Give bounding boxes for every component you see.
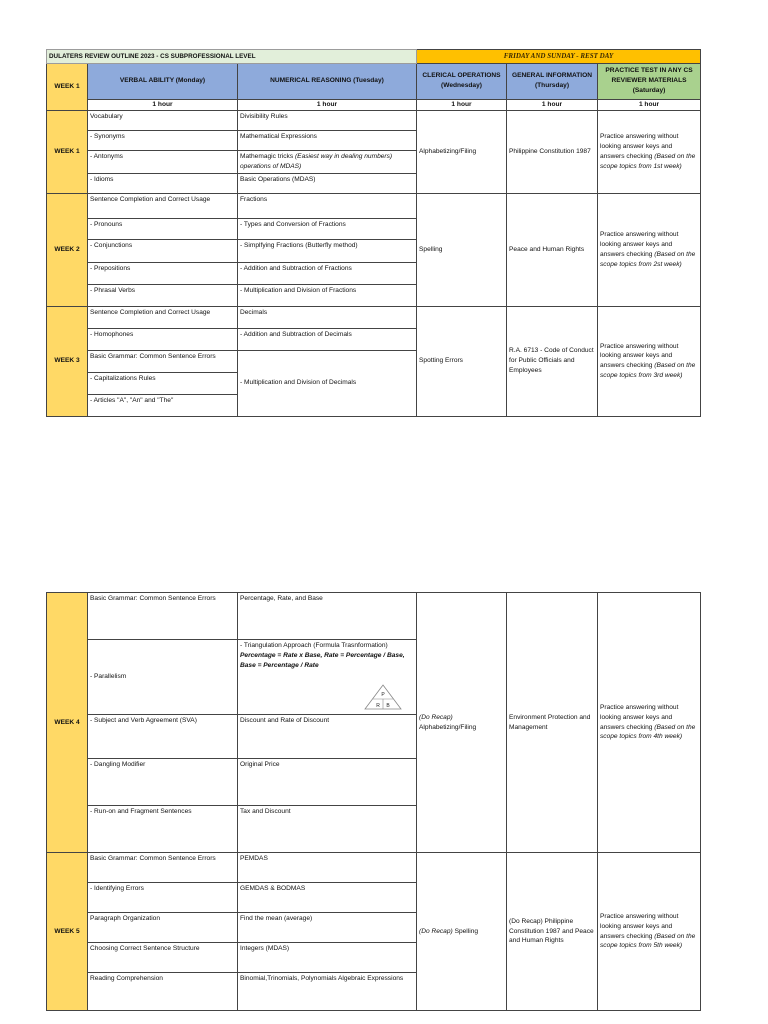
practice-text: Practice answering without looking answer keys and answers checking <box>600 912 679 940</box>
review-outline-table-1 <box>46 49 701 111</box>
topic-cell: Divisibility Rules <box>238 111 417 131</box>
topic-cell: - Simplfying Fractions (Butterfly method) <box>238 239 417 262</box>
hour-cell: 1 hour <box>598 99 701 110</box>
topic-cell: Choosing Correct Sentence Structure <box>88 943 238 973</box>
topic-cell: Basic Operations (MDAS) <box>238 173 417 193</box>
topic-cell: Basic Grammar: Common Sentence Errors <box>88 853 238 883</box>
topic-cell: Decimals <box>238 306 417 328</box>
topic-cell: Original Price <box>238 759 417 806</box>
practice-text: Practice answering without looking answer keys and answers checking <box>600 703 679 731</box>
triangle-diagram <box>364 684 402 710</box>
topic-cell: - Subject and Verb Agreement (SVA) <box>88 715 238 759</box>
topic-cell: Basic Grammar: Common Sentence Errors <box>88 350 238 372</box>
topic-cell: Find the mean (average) <box>238 913 417 943</box>
topic-cell: - Run-on and Fragment Sentences <box>88 806 238 853</box>
header-numerical: NUMERICAL REASONING (Tuesday) <box>238 63 417 99</box>
week-label: WEEK 1 <box>47 111 88 194</box>
topic-cell: GEMDAS & BODMAS <box>238 883 417 913</box>
hour-cell: 1 hour <box>238 99 417 110</box>
general-info-cell: Philippine Constitution 1987 <box>507 111 598 194</box>
header-practice: PRACTICE TEST IN ANY CS REVIEWER MATERIALS (Saturday) <box>598 63 701 99</box>
practice-scope-note: (Based on the scope topics from 4th week) <box>600 723 696 741</box>
topic-cell: - Dangling Modifier <box>88 759 238 806</box>
topic-cell: - Idioms <box>88 173 238 193</box>
topic-cell: Tax and Discount <box>238 806 417 853</box>
practice-scope-note: (Based on the scope topics from 3rd week) <box>600 362 696 380</box>
practice-scope-note: (Based on the scope topics from 1st week) <box>600 152 696 170</box>
topic-cell <box>238 640 417 715</box>
topic-cell: Vocabulary <box>88 111 238 131</box>
topic-cell: - Conjunctions <box>88 239 238 262</box>
topic-cell: - Phrasal Verbs <box>88 284 238 306</box>
topic-cell: - Multiplication and Division of Decimals <box>238 350 417 416</box>
topic-cell: - Multiplication and Division of Fractions <box>238 284 417 306</box>
clerical-topic: Spelling <box>454 927 479 935</box>
topic-cell: Sentence Completion and Correct Usage <box>88 306 238 328</box>
triangle-left-label: R <box>376 703 380 709</box>
practice-text: Practice answering without looking answer keys and answers checking <box>600 231 679 258</box>
topic-cell: Fractions <box>238 193 417 218</box>
week-label: WEEK 2 <box>47 193 88 306</box>
week-label: WEEK 1 <box>47 63 88 110</box>
header-clerical: CLERICAL OPERATIONS (Wednesday) <box>417 63 507 99</box>
topic-cell: - Addition and Subtraction of Fractions <box>238 262 417 284</box>
topic-cell: Basic Grammar: Common Sentence Errors <box>88 593 238 640</box>
topic-cell: PEMDAS <box>238 853 417 883</box>
review-outline-weeks-1-3 <box>46 110 701 417</box>
topic-cell: - Pronouns <box>88 218 238 239</box>
topic-cell <box>238 151 417 174</box>
clerical-topic: Alphabetizing/Filing <box>419 723 477 731</box>
practice-cell <box>598 593 701 853</box>
general-info-cell: Environment Protection and Management <box>507 593 598 853</box>
practice-cell <box>598 306 701 416</box>
clerical-cell: Spelling <box>417 193 507 306</box>
week-label: WEEK 4 <box>47 593 88 853</box>
general-info-cell: (Do Recap) Philippine Constitution 1987 and Peace and Human Rights <box>507 853 598 1011</box>
hour-cell: 1 hour <box>507 99 598 110</box>
clerical-cell <box>417 593 507 853</box>
topic-cell: - Addition and Subtraction of Decimals <box>238 328 417 350</box>
topic-cell: Binomial,Trinomials, Polynomials Algebraic Expressions <box>238 973 417 1011</box>
topic-cell: - Antonyms <box>88 151 238 174</box>
practice-cell <box>598 193 701 306</box>
header-general: GENERAL INFORMATION (Thursday) <box>507 63 598 99</box>
general-info-cell: R.A. 6713 - Code of Conduct for Public Officials and Employees <box>507 306 598 416</box>
header-verbal: VERBAL ABILITY (Monday) <box>88 63 238 99</box>
general-info-cell: Peace and Human Rights <box>507 193 598 306</box>
week-label: WEEK 3 <box>47 306 88 416</box>
topic-cell: - Parallelism <box>88 640 238 715</box>
topic-cell: Integers (MDAS) <box>238 943 417 973</box>
tricks-note: (Easiest way in dealing numbers) operations of MDAS) <box>240 153 393 170</box>
topic-cell: - Identifying Errors <box>88 883 238 913</box>
practice-cell <box>598 111 701 194</box>
formula-text: Percentage = Rate x Base, Rate = Percentage / Base, Base = Percentage / Rate <box>240 651 405 669</box>
topic-cell: Mathematical Expressions <box>238 131 417 151</box>
triangle-top-label: P <box>381 692 385 698</box>
clerical-cell: Alphabetizing/Filing <box>417 111 507 194</box>
clerical-cell <box>417 853 507 1011</box>
practice-text: Practice answering without looking answer keys and answers checking <box>600 342 679 370</box>
topic-cell: - Capitalizations Rules <box>88 372 238 394</box>
rest-day-banner: FRIDAY AND SUNDAY - REST DAY <box>417 50 701 64</box>
topic-cell: - Synonyms <box>88 131 238 151</box>
practice-text: Practice answering without looking answer keys and answers checking <box>600 133 679 160</box>
triangle-right-label: B <box>386 703 390 709</box>
topic-cell: Reading Comprehension <box>88 973 238 1011</box>
tricks-label: Mathemagic tricks <box>240 153 294 160</box>
hour-cell: 1 hour <box>88 99 238 110</box>
topic-cell: Sentence Completion and Correct Usage <box>88 193 238 218</box>
outline-title: DULATERS REVIEW OUTLINE 2023 - CS SUBPROFESSIONAL LEVEL <box>47 50 417 64</box>
week-label: WEEK 5 <box>47 853 88 1011</box>
topic-cell: - Homophones <box>88 328 238 350</box>
topic-cell: - Articles "A", "An" and "The" <box>88 394 238 416</box>
topic-cell: Percentage, Rate, and Base <box>238 593 417 640</box>
topic-cell: Paragraph Organization <box>88 913 238 943</box>
practice-cell <box>598 853 701 1011</box>
hour-cell: 1 hour <box>417 99 507 110</box>
review-outline-weeks-4-5 <box>46 592 701 1011</box>
recap-note: (Do Recap) <box>419 713 453 721</box>
practice-scope-note: (Based on the scope topics from 2st week) <box>600 250 696 268</box>
topic-cell: - Types and Conversion of Fractions <box>238 218 417 239</box>
clerical-cell: Spotting Errors <box>417 306 507 416</box>
topic-cell: Discount and Rate of Discount <box>238 715 417 759</box>
topic-cell: - Prepositions <box>88 262 238 284</box>
triangulation-label: - Triangulation Approach (Formula Trasnformation) <box>240 642 388 649</box>
practice-scope-note: (Based on the scope topics from 5th week) <box>600 932 696 950</box>
recap-note: (Do Recap) <box>419 927 453 935</box>
